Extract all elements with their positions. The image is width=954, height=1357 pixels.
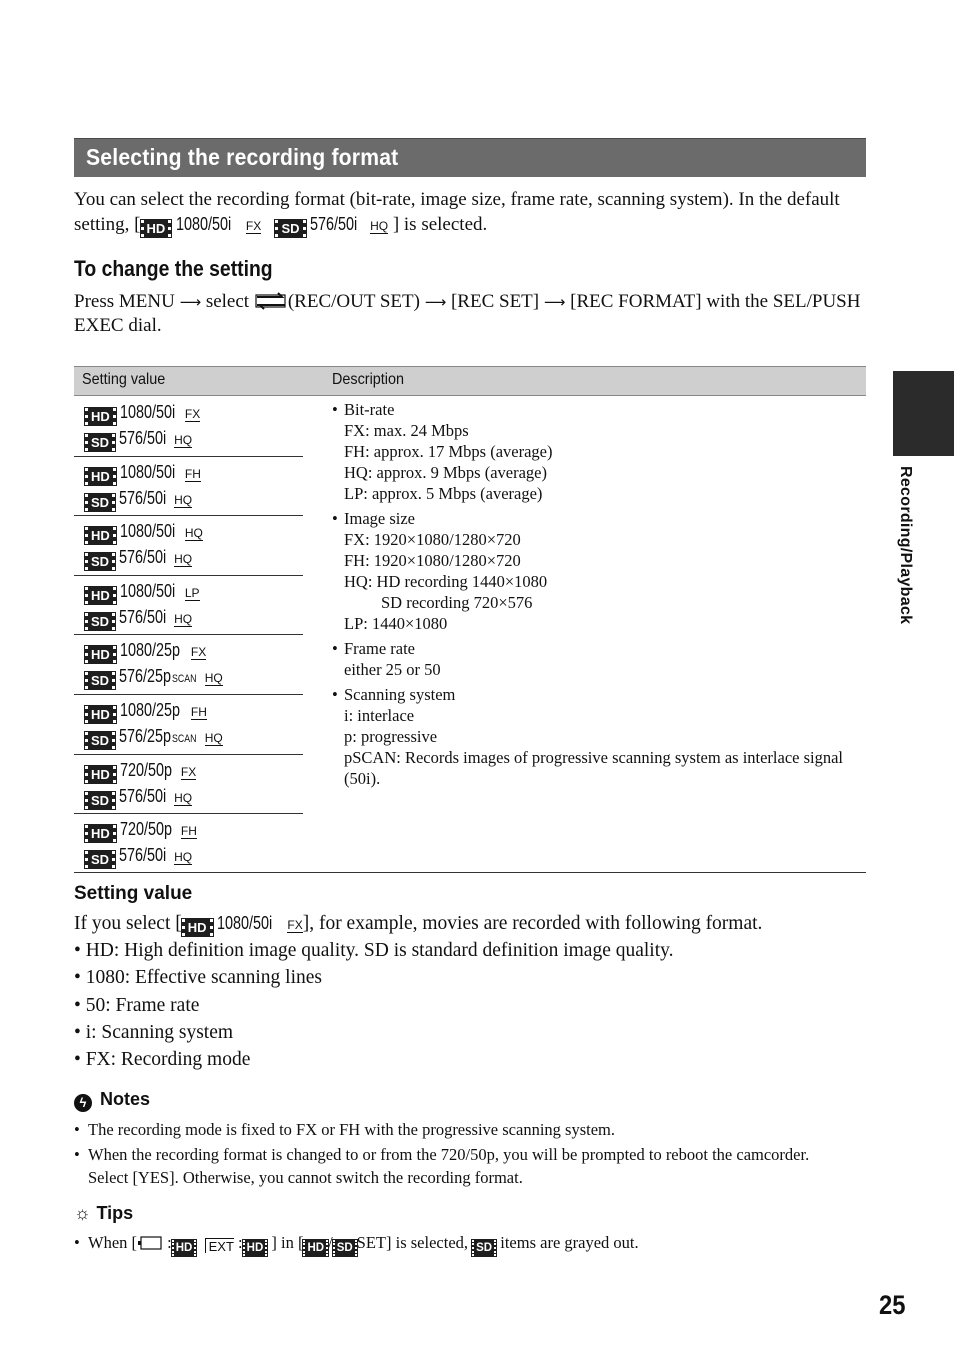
sd-format-line — [85, 666, 223, 689]
header-description: Description — [332, 371, 405, 388]
sd-icon: SD — [85, 434, 115, 451]
tips-text-2: ] in [ — [271, 1233, 304, 1252]
desc-line: SD recording 720×576 — [381, 593, 533, 612]
sd-format: 576/25p — [119, 725, 172, 746]
notes-title: Notes — [100, 1089, 151, 1109]
sv-format: 1080/50i — [217, 913, 273, 933]
hd-icon: HD — [85, 766, 116, 783]
desc-line: • Scanning system — [332, 684, 862, 705]
list-item: • HD: High definition image quality. SD is standard definition image quality. — [74, 940, 674, 962]
list-item: • When [ : HD EXT : HD ] in [ HD / SD SET] is selected, SD items are grayed out. — [74, 1232, 854, 1256]
intro-hd-format: 1080/50i — [176, 214, 232, 234]
hd-format: 720/50p — [119, 819, 172, 840]
hd-icon: HD — [85, 646, 116, 663]
page-number: 25 — [879, 1290, 906, 1320]
sv-mode: FX — [287, 918, 303, 932]
sd-mode: HQ — [204, 730, 223, 745]
hd-format-line — [85, 640, 206, 663]
section-title-bar — [74, 138, 866, 177]
setting-value-body — [74, 910, 874, 1073]
hd-format: 1080/50i — [119, 402, 176, 422]
press-text-2: select — [205, 291, 250, 312]
desc-line: FH: 1920×1080/1280×720 — [344, 551, 521, 570]
sd-format-line — [85, 726, 223, 749]
tips-text-4: items are grayed out. — [500, 1233, 639, 1252]
desc-line: FX: 1920×1080/1280×720 — [344, 530, 521, 549]
desc-line: • Frame rate — [332, 638, 862, 659]
sd-format-line — [85, 786, 192, 809]
desc-bitrate — [332, 399, 862, 504]
desc-line: pSCAN: Records images of progressive scanning system as interlace signal (50i). — [344, 748, 844, 788]
sd-format: 576/50i — [119, 428, 167, 448]
hd-format-line — [85, 581, 200, 604]
lightbulb-icon: ☼ — [74, 1203, 91, 1223]
tips-title: Tips — [96, 1203, 134, 1223]
sd-icon: SD — [85, 494, 115, 511]
desc-image-size — [332, 508, 862, 634]
sd-icon: SD — [333, 1240, 357, 1256]
setting-value-heading: Setting value — [74, 883, 193, 904]
sd-mode: HQ — [174, 790, 193, 805]
hd-mode: FX — [190, 645, 207, 660]
hd-format-line — [85, 521, 203, 544]
sd-format: 576/50i — [119, 487, 167, 508]
format-table — [74, 366, 866, 873]
hd-mode: FH — [184, 466, 201, 481]
memory-card-icon — [137, 1235, 163, 1251]
table-header — [74, 367, 866, 396]
sd-icon: SD — [85, 553, 115, 570]
hd-icon: HD — [85, 527, 116, 544]
hd-format: 1080/25p — [119, 640, 180, 661]
sd-mode: HQ — [174, 611, 193, 626]
section-title: Selecting the recording format — [86, 144, 399, 170]
sd-format: 576/50i — [119, 547, 167, 568]
table-row — [74, 814, 303, 874]
hd-icon: HD — [85, 587, 116, 604]
intro-text-2: ] is selected. — [392, 214, 488, 235]
hd-icon: HD — [85, 408, 116, 425]
tips-heading — [74, 1203, 133, 1224]
hd-icon: HD — [85, 706, 116, 723]
arrow-right-icon: ⟶ — [179, 293, 202, 311]
list-item: • i: Scanning system — [74, 1021, 234, 1043]
list-item: • 50: Frame rate — [74, 994, 200, 1016]
tips-list — [74, 1232, 854, 1256]
intro-paragraph — [74, 188, 874, 237]
tips-text-3: SET] is selected, — [356, 1233, 469, 1252]
sv-intro-2: ], for example, movies are recorded with following format. — [302, 913, 763, 934]
desc-line: either 25 or 50 — [344, 660, 441, 679]
notes-icon: ϟ — [74, 1094, 92, 1112]
hd-format-line — [85, 819, 197, 842]
sd-icon: SD — [85, 792, 115, 809]
sd-mode: HQ — [174, 552, 193, 567]
table-row — [74, 755, 303, 815]
sd-format-line — [85, 607, 192, 630]
hd-icon: HD — [141, 220, 172, 237]
intro-hd-mode: FX — [245, 219, 262, 233]
sd-icon: SD — [85, 672, 115, 689]
hd-format: 720/50p — [119, 759, 172, 780]
notes-heading — [74, 1089, 150, 1112]
press-text-1: Press MENU — [74, 291, 175, 312]
description-cell — [332, 399, 862, 793]
list-item: • 1080: Effective scanning lines — [74, 967, 322, 989]
hd-format-line — [85, 462, 201, 485]
hd-format: 1080/50i — [119, 521, 176, 542]
sd-format-line — [85, 488, 192, 511]
list-item: • When the recording format is changed to or from the 720/50p, you will be prompted to reboot the camcorder. Select [YES]. Otherwise, you cannot switch the recording format. — [74, 1143, 834, 1189]
press-text-4: [REC SET] — [450, 291, 540, 312]
sd-icon: SD — [472, 1240, 496, 1256]
intro-sd-mode: HQ — [370, 219, 389, 233]
table-row — [74, 397, 303, 457]
sd-mode: HQ — [204, 671, 223, 686]
header-setting-value: Setting value — [82, 371, 166, 388]
desc-line: HQ: HD recording 1440×1080 — [344, 572, 548, 591]
desc-line: p: progressive — [344, 727, 438, 746]
arrow-right-icon: ⟶ — [424, 293, 447, 311]
hd-mode: FH — [180, 824, 197, 839]
sd-icon: SD — [275, 220, 305, 237]
hd-mode: FH — [190, 704, 207, 719]
hd-format: 1080/50i — [119, 461, 176, 482]
hd-format-line — [85, 402, 200, 425]
table-row — [74, 576, 303, 636]
press-text-3: (REC/OUT SET) — [287, 291, 420, 312]
chapter-label — [896, 466, 920, 636]
intro-text-1: You can select the recording format (bit-rate, image size, frame rate, scanning system). In the default setting, [ — [74, 189, 840, 235]
list-item: • The recording mode is fixed to FX or FH with the progressive scanning system. — [74, 1118, 834, 1141]
rec-out-set-icon — [254, 291, 288, 311]
hd-icon: HD — [243, 1240, 268, 1256]
change-heading: To change the setting — [74, 256, 273, 281]
sd-mode: HQ — [174, 850, 193, 865]
hd-format: 1080/25p — [119, 699, 180, 720]
sd-mode: HQ — [174, 433, 193, 447]
hd-icon: HD — [85, 825, 116, 842]
hd-mode: FX — [180, 764, 197, 779]
list-item: • FX: Recording mode — [74, 1049, 251, 1071]
hd-icon: HD — [172, 1240, 197, 1256]
sd-icon: SD — [85, 851, 115, 868]
sd-format-line — [85, 547, 192, 570]
desc-line: FH: approx. 17 Mbps (average) — [344, 442, 553, 461]
hd-icon: HD — [303, 1240, 328, 1256]
sd-scan: SCAN — [172, 732, 197, 745]
hd-mode: LP — [184, 585, 200, 600]
hd-format-line — [85, 760, 196, 783]
press-text-5: [REC FORMAT] with the SEL/PUSH EXEC dial. — [74, 291, 861, 336]
chapter-tab — [893, 371, 954, 456]
intro-sd-format: 576/50i — [310, 214, 358, 234]
sd-format: 576/50i — [119, 606, 167, 627]
desc-line: • Bit-rate — [332, 399, 862, 420]
hd-icon: HD — [182, 919, 213, 936]
tips-text-1: When [ — [88, 1233, 138, 1252]
sd-format: 576/50i — [119, 845, 167, 866]
hd-mode: HQ — [184, 526, 203, 541]
table-row — [74, 457, 303, 517]
hd-icon: HD — [85, 468, 116, 485]
press-instructions — [74, 290, 874, 338]
hd-format-line — [85, 700, 207, 723]
desc-line: HQ: approx. 9 Mbps (average) — [344, 463, 547, 482]
sd-scan: SCAN — [172, 673, 197, 686]
sd-format: 576/50i — [119, 785, 167, 806]
hd-mode: FX — [184, 407, 201, 421]
desc-line: LP: 1440×1080 — [344, 614, 448, 633]
table-row — [74, 516, 303, 576]
desc-line: • Image size — [332, 508, 862, 529]
desc-frame-rate — [332, 638, 862, 680]
arrow-right-icon: ⟶ — [543, 293, 566, 311]
table-row — [74, 635, 303, 695]
desc-line: FX: max. 24 Mbps — [344, 421, 469, 440]
sd-mode: HQ — [174, 492, 193, 507]
desc-scanning — [332, 684, 862, 789]
ext-icon: EXT — [205, 1238, 234, 1253]
table-row — [74, 695, 303, 755]
setting-rows — [74, 397, 303, 874]
desc-line: i: interlace — [344, 706, 415, 725]
hd-format: 1080/50i — [119, 580, 176, 601]
sd-icon: SD — [85, 732, 115, 749]
notes-list — [74, 1118, 834, 1191]
setting-value-intro — [74, 910, 874, 937]
sd-icon: SD — [85, 613, 115, 630]
desc-line: LP: approx. 5 Mbps (average) — [344, 484, 543, 503]
sv-intro-1: If you select [ — [74, 913, 182, 934]
sd-format: 576/25p — [119, 666, 172, 687]
sd-format-line — [85, 845, 192, 868]
chapter-label-text: Recording/Playback — [897, 466, 914, 625]
sd-format-line — [85, 428, 192, 451]
